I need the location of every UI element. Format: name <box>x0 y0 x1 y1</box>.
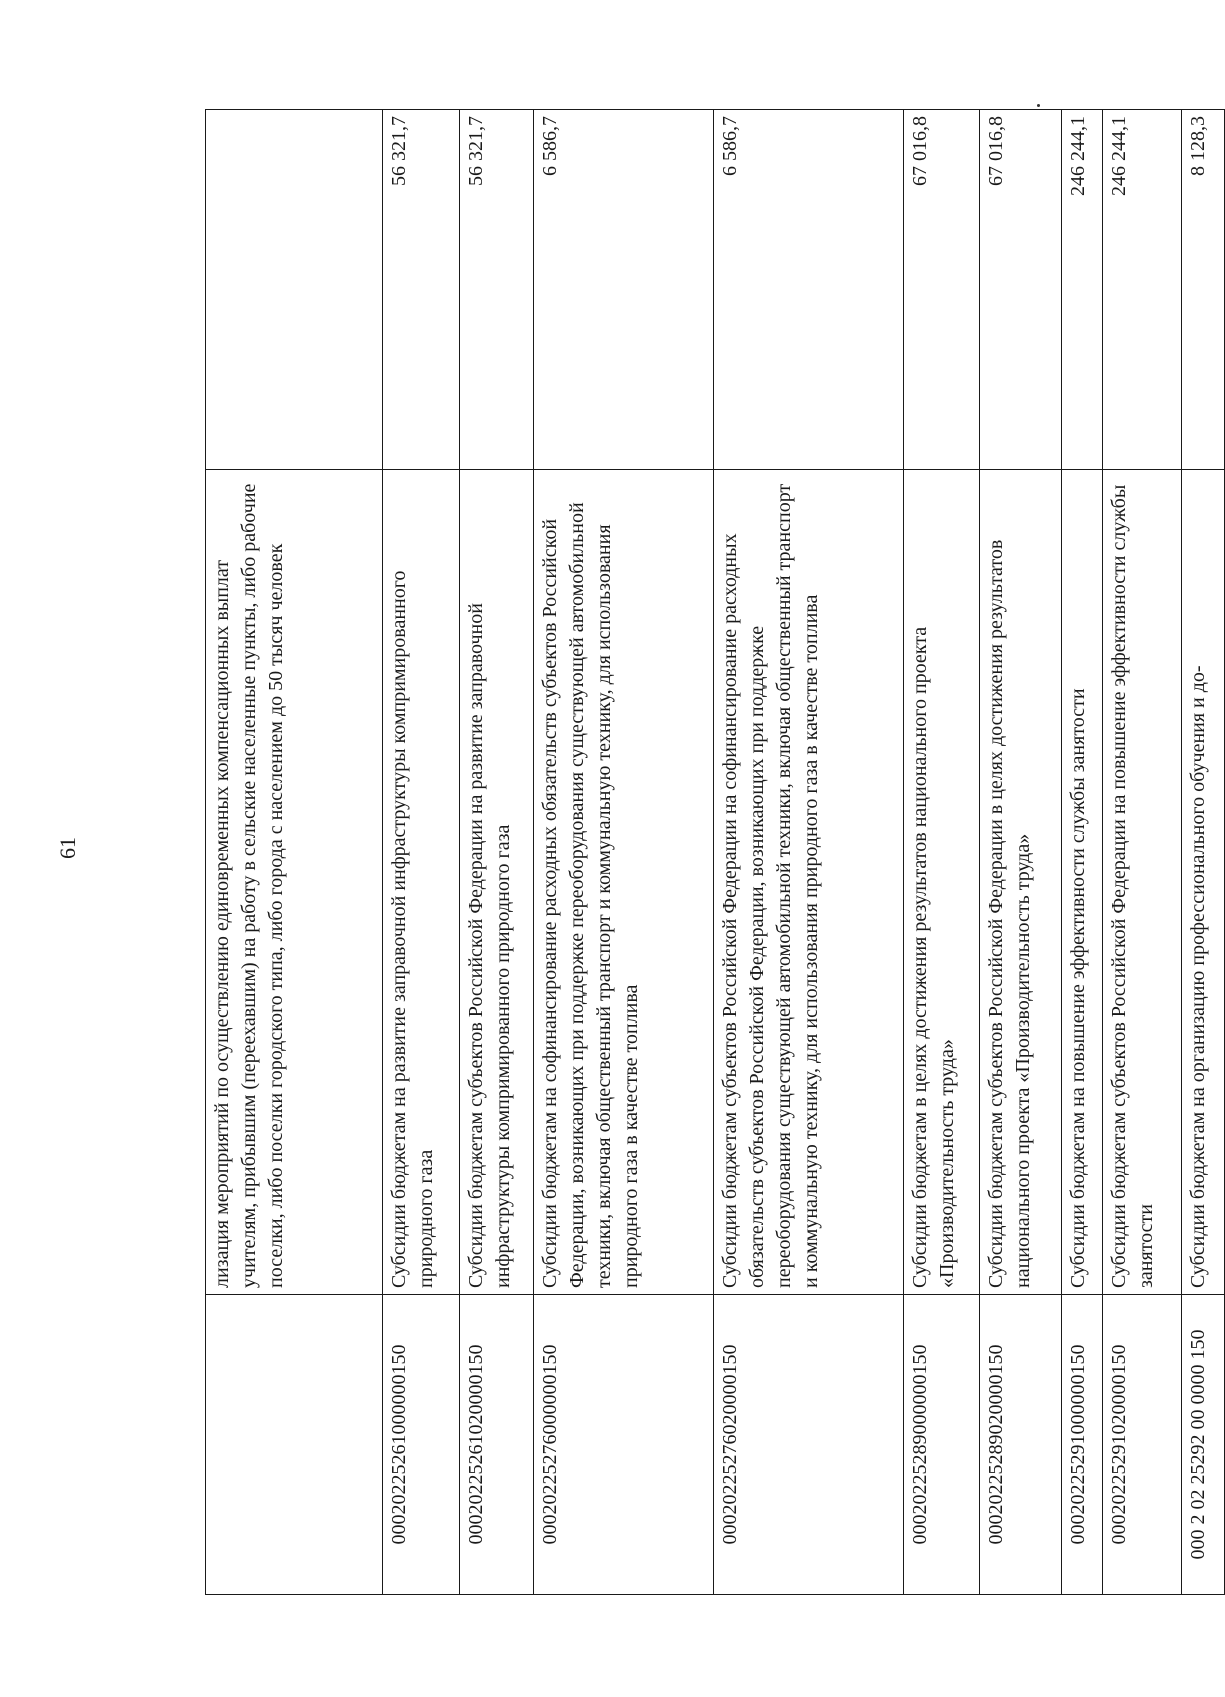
amount-cell: 67 016,8 <box>903 110 980 470</box>
subsidies-table <box>205 109 1225 1595</box>
page-number: 61 <box>55 837 80 859</box>
table-row <box>980 110 1062 1595</box>
budget-code-cell: 00020225291020000150 <box>1102 1295 1181 1595</box>
description-cell: Субсидии бюджетам субъектов Российской Федерации в целях достижения результатов национального проекта «Производительность труда» <box>980 470 1062 1295</box>
description-cell: лизация мероприятий по осуществлению единовременных компенсационных выплат учителям, прибывшим (переехавшим) на работу в сельские населенные пункты, либо рабочие поселки, либо поселки городского типа, либо города с населением до 50 тысяч человек <box>206 470 383 1295</box>
description-cell: Субсидии бюджетам в целях достижения результатов национального проекта «Производительность труда» <box>903 470 980 1295</box>
budget-code-cell: 00020225261000000150 <box>383 1295 460 1595</box>
budget-code-cell: 00020225291000000150 <box>1061 1295 1102 1595</box>
description-cell: Субсидии бюджетам субъектов Российской Федерации на повышение эффективности службы занятости <box>1102 470 1181 1295</box>
amount-cell: 6 586,7 <box>534 110 714 470</box>
table-row <box>534 110 714 1595</box>
description-cell: Субсидии бюджетам на повышение эффективности службы занятости <box>1061 470 1102 1295</box>
amount-cell: 6 586,7 <box>714 110 903 470</box>
description-cell: Субсидии бюджетам на софинансирование расходных обязательств субъектов Российской Федерации, возникающих при поддержке переоборудования существующей автомобильной техники, включая общественный транспорт и коммунальную технику, для использования природного газа в качестве топлива <box>534 470 714 1295</box>
description-cell: Субсидии бюджетам на организацию профессионального обучения и до- <box>1181 470 1224 1295</box>
budget-code-cell: 00020225261020000150 <box>460 1295 534 1595</box>
scan-dot <box>1037 104 1040 107</box>
amount-cell: 8 128,3 <box>1181 110 1224 470</box>
description-cell: Субсидии бюджетам субъектов Российской Федерации на развитие заправочной инфраструктуры компримированного природного газа <box>460 470 534 1295</box>
amount-cell: 56 321,7 <box>460 110 534 470</box>
amount-cell: 56 321,7 <box>383 110 460 470</box>
budget-code-cell: 00020225289020000150 <box>980 1295 1062 1595</box>
budget-code-cell: 00020225276000000150 <box>534 1295 714 1595</box>
table-row <box>206 110 383 1595</box>
table-row <box>1061 110 1102 1595</box>
rotated-table-container <box>205 110 1225 1595</box>
budget-code-cell: 00020225289000000150 <box>903 1295 980 1595</box>
budget-code-cell: 000 2 02 25292 00 0000 150 <box>1181 1295 1224 1595</box>
budget-code-cell <box>206 1295 383 1595</box>
table-row <box>714 110 903 1595</box>
description-cell: Субсидии бюджетам на развитие заправочной инфраструктуры компримированного природного газа <box>383 470 460 1295</box>
table-row <box>903 110 980 1595</box>
amount-cell <box>206 110 383 470</box>
budget-code-cell: 00020225276020000150 <box>714 1295 903 1595</box>
amount-cell: 67 016,8 <box>980 110 1062 470</box>
table-row <box>1102 110 1181 1595</box>
amount-cell: 246 244,1 <box>1061 110 1102 470</box>
amount-cell: 246 244,1 <box>1102 110 1181 470</box>
table-row <box>1181 110 1224 1595</box>
table-row <box>460 110 534 1595</box>
table-row <box>383 110 460 1595</box>
description-cell: Субсидии бюджетам субъектов Российской Федерации на софинансирование расходных обязательств субъектов Российской Федерации, возникающих при поддержке переоборудования существующей автомобильной техники, включая общественный транспорт и коммунальную технику, для использования природного газа в качестве топлива <box>714 470 903 1295</box>
